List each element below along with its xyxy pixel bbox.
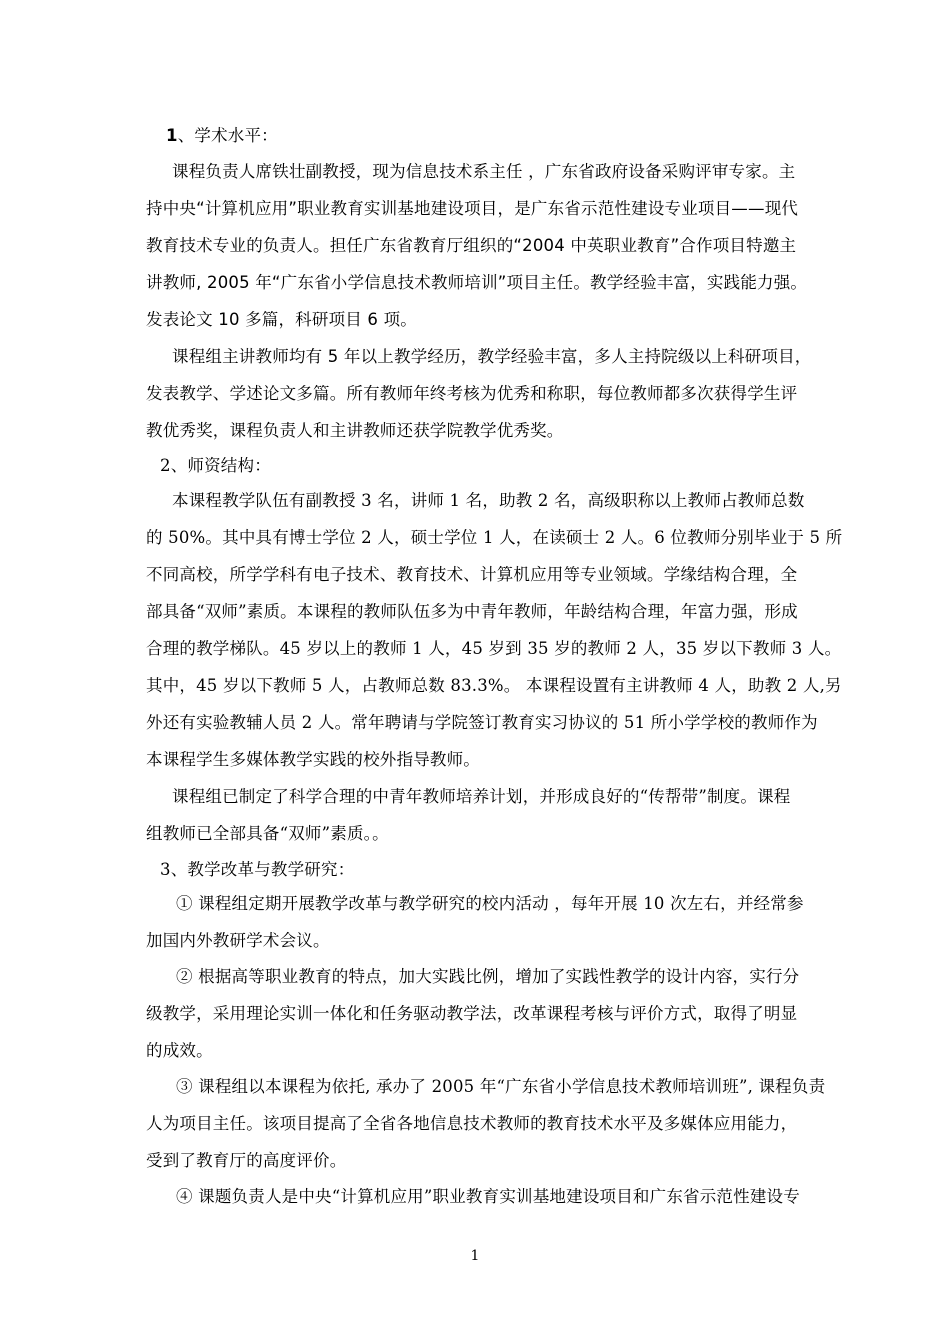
paragraph-line: ② 根据高等职业教育的特点，加大实践比例，增加了实践性教学的设计内容，实行分: [176, 967, 800, 986]
section-1-heading: [166, 126, 278, 146]
paragraph-line: 发表教学、学述论文多篇。所有教师年终考核为优秀和称职，每位教师都多次获得学生评: [146, 384, 798, 403]
section-1-title: 、学术水平：: [177, 126, 278, 145]
paragraph-line: 人为项目主任。该项目提高了全省各地信息技术教师的教育技术水平及多媒体应用能力，: [146, 1114, 798, 1133]
paragraph-line: 课程负责人席铁壮副教授，现为信息技术系主任 ，广东省政府设备采购评审专家。主: [172, 162, 796, 181]
section-1-number: 1: [166, 126, 178, 145]
paragraph-line: 课程组已制定了科学合理的中青年教师培养计划，并形成良好的“传帮带”制度。课程: [172, 787, 791, 806]
section-2-heading: 2、师资结构：: [160, 456, 271, 475]
paragraph-line: 加国内外教研学术会议。: [146, 931, 330, 950]
paragraph-line: ③ 课程组以本课程为依托, 承办了 2005 年“广东省小学信息技术教师培训班”, 课程负责: [176, 1077, 826, 1096]
section-3-heading: 3、教学改革与教学研究：: [160, 860, 355, 879]
paragraph-line: 不同高校，所学学科有电子技术、教育技术、计算机应用等专业领域。学缘结构合理，全: [146, 565, 798, 584]
paragraph-line: 其中，45 岁以下教师 5 人，占教师总数 83.3%。 本课程设置有主讲教师 4 人，助教 2 人,另: [146, 676, 842, 695]
paragraph-line: 的 50%。其中具有博士学位 2 人，硕士学位 1 人，在读硕士 2 人。6 位教师分别毕业于 5 所: [146, 528, 843, 547]
page-number: 1: [470, 1248, 480, 1264]
paragraph-line: 受到了教育厅的高度评价。: [146, 1151, 347, 1170]
paragraph-line: ④ 课题负责人是中央“计算机应用”职业教育实训基地建设项目和广东省示范性建设专: [176, 1187, 800, 1206]
paragraph-line: 级教学，采用理论实训一体化和任务驱动教学法，改革课程考核与评价方式，取得了明显: [146, 1004, 798, 1023]
paragraph-line: 外还有实验教辅人员 2 人。常年聘请与学院签订教育实习协议的 51 所小学学校的教师作为: [146, 713, 818, 732]
paragraph-line: 教育技术专业的负责人。担任广东省教育厅组织的“2004 中英职业教育”合作项目特邀主: [146, 236, 797, 255]
paragraph-line: 持中央“计算机应用”职业教育实训基地建设项目，是广东省示范性建设专业项目——现代: [146, 199, 799, 218]
paragraph-line: 本课程学生多媒体教学实践的校外指导教师。: [146, 750, 480, 769]
paragraph-line: 讲教师, 2005 年“广东省小学信息技术教师培训”项目主任。教学经验丰富，实践能力强。: [146, 273, 808, 292]
paragraph-line: ① 课程组定期开展教学改革与教学研究的校内活动 ，每年开展 10 次左右，并经常参: [176, 894, 804, 913]
paragraph-line: 的成效。: [146, 1041, 213, 1060]
paragraph-line: 合理的教学梯队。45 岁以上的教师 1 人，45 岁到 35 岁的教师 2 人，35 岁以下教师 3 人。: [146, 639, 842, 658]
paragraph-line: 部具备“双师”素质。本课程的教师队伍多为中青年教师，年龄结构合理，年富力强，形成: [146, 602, 798, 621]
paragraph-line: 教优秀奖，课程负责人和主讲教师还获学院教学优秀奖。: [146, 421, 564, 440]
paragraph-line: 发表论文 10 多篇，科研项目 6 项。: [146, 310, 417, 329]
paragraph-line: 组教师已全部具备“双师”素质。。: [146, 824, 389, 843]
paragraph-line: 本课程教学队伍有副教授 3 名，讲师 1 名，助教 2 名，高级职称以上教师占教师总数: [172, 491, 805, 510]
paragraph-line: 课程组主讲教师均有 5 年以上教学经历，教学经验丰富，多人主持院级以上科研项目，: [172, 347, 812, 366]
